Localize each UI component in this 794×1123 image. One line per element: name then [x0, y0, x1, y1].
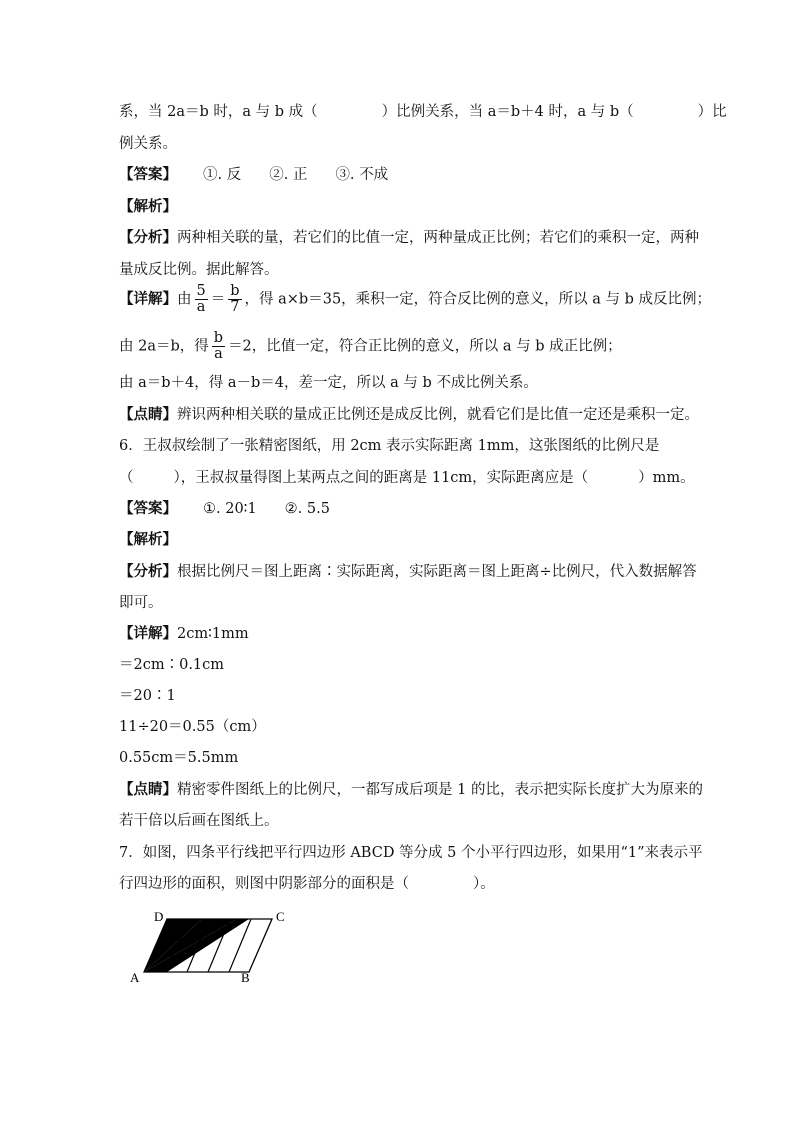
q6-dianjing-line2: 若干倍以后画在图纸上。: [119, 813, 279, 829]
q7-question-line1: 7．如图，四条平行线把平行四边形 ABCD 等分成 5 个小平行四边形，如果用“1”来表示平: [119, 845, 703, 861]
q6-question-line2: [119, 468, 695, 488]
calc-step: 0.55cm＝5.5mm: [119, 750, 239, 766]
fraction-denominator: a: [196, 299, 206, 315]
dianjing-label: 【点睛】: [119, 406, 177, 423]
fraction: [228, 284, 241, 315]
xiangjie-label: 【详解】: [119, 290, 177, 308]
dianjing-text: 精密零件图纸上的比例尺，一都写成后项是 1 的比，表示把实际长度扩大为原来的: [177, 782, 703, 798]
fraction-numerator: 5: [196, 283, 206, 299]
calc-step: ＝2cm∶0.1cm: [119, 657, 225, 673]
q7-question-line2: [119, 874, 495, 894]
q5-text: ）比: [697, 104, 727, 120]
answer-item: ①. 20∶1: [203, 501, 257, 517]
detail-text: ，得 a×b＝35，乘积一定，符合反比例的意义，所以 a 与 b 成反比例；: [244, 291, 712, 308]
vertex-label-c: C: [276, 909, 285, 924]
dianjing-text: 辨识两种相关联的量成正比例还是成反比例，就看它们是比值一定还是乘积一定。: [177, 407, 699, 423]
q7-text: ）。: [473, 876, 495, 892]
fenxi-text: 根据比例尺＝图上距离∶实际距离，实际距离＝图上距离÷比例尺，代入数据解答: [177, 564, 697, 580]
fraction-denominator: a: [214, 346, 223, 362]
q6-detail-line1: [119, 624, 249, 644]
q5-jiexi: 【解析】: [119, 198, 177, 215]
fraction-denominator: 7: [230, 299, 240, 315]
q6-dianjing-line1: [119, 780, 703, 800]
fenxi-label: 【分析】: [119, 229, 177, 246]
detail-text: ＝: [210, 291, 226, 308]
q5-fenxi-line2: 量成反比例。据此解答。: [119, 262, 279, 278]
q6-fenxi-line1: [119, 562, 697, 582]
q5-question-line1: [119, 102, 727, 122]
calc-step: 11÷20＝0.55（cm）: [119, 719, 266, 735]
q5-question-line2: 例关系。: [119, 136, 177, 152]
q5-detail-line1: [119, 284, 711, 315]
q6-fenxi-line2: 即可。: [119, 595, 163, 611]
answer-item: ②. 正: [269, 167, 308, 183]
q5-text: ）比例关系，当 a＝b＋4 时，a 与 b（: [381, 104, 634, 120]
vertex-label-a: A: [130, 970, 140, 985]
answer-item: ③. 不成: [335, 167, 389, 183]
answer-label: 【答案】: [119, 166, 177, 183]
q6-jiexi: 【解析】: [119, 531, 177, 548]
parallelogram-figure: [119, 905, 299, 990]
vertex-label-b: B: [241, 970, 250, 985]
q6-text: ），王叔叔量得图上某两点之间的距离是 11cm，实际距离应是（: [173, 470, 589, 486]
answer-item: ①. 反: [203, 167, 242, 183]
fraction-numerator: b: [213, 330, 224, 346]
q5-answer: [119, 165, 388, 185]
q5-detail-line2: [119, 331, 622, 362]
q7-text: 行四边形的面积，则图中阴影部分的面积是（: [119, 876, 409, 892]
detail-text: 由: [177, 291, 192, 308]
q5-fenxi-line1: [119, 228, 699, 248]
calc-step: 2cm∶1mm: [177, 626, 249, 642]
answer-item: ②. 5.5: [284, 501, 330, 517]
detail-text: ＝2，比值一定，符合正比例的意义，所以 a 与 b 成正比例；: [228, 338, 622, 355]
calc-step: ＝20∶1: [119, 688, 176, 704]
xiangjie-label: 【详解】: [119, 625, 177, 642]
q6-question-line1: 6．王叔叔绘制了一张精密图纸，用 2cm 表示实际距离 1mm，这张图纸的比例尺是: [119, 438, 660, 454]
fenxi-label: 【分析】: [119, 563, 177, 580]
vertex-label-d: D: [154, 909, 164, 924]
fenxi-text: 两种相关联的量，若它们的比值一定，两种量成正比例；若它们的乘积一定，两种: [177, 230, 699, 246]
q5-dianjing: [119, 405, 699, 425]
fraction: [195, 284, 208, 315]
q6-answer: [119, 499, 330, 519]
q5-text: 系，当 2a＝b 时，a 与 b 成（: [119, 104, 318, 120]
fraction: [212, 331, 225, 362]
q5-detail-line3: 由 a＝b＋4，得 a－b＝4，差一定，所以 a 与 b 不成比例关系。: [119, 375, 538, 391]
answer-label: 【答案】: [119, 500, 177, 517]
detail-text: 由 2a＝b，得: [119, 338, 209, 355]
q6-text: ）mm。: [638, 470, 695, 486]
dianjing-label: 【点睛】: [119, 781, 177, 798]
q6-text: （: [119, 470, 134, 486]
fraction-numerator: b: [230, 283, 240, 299]
